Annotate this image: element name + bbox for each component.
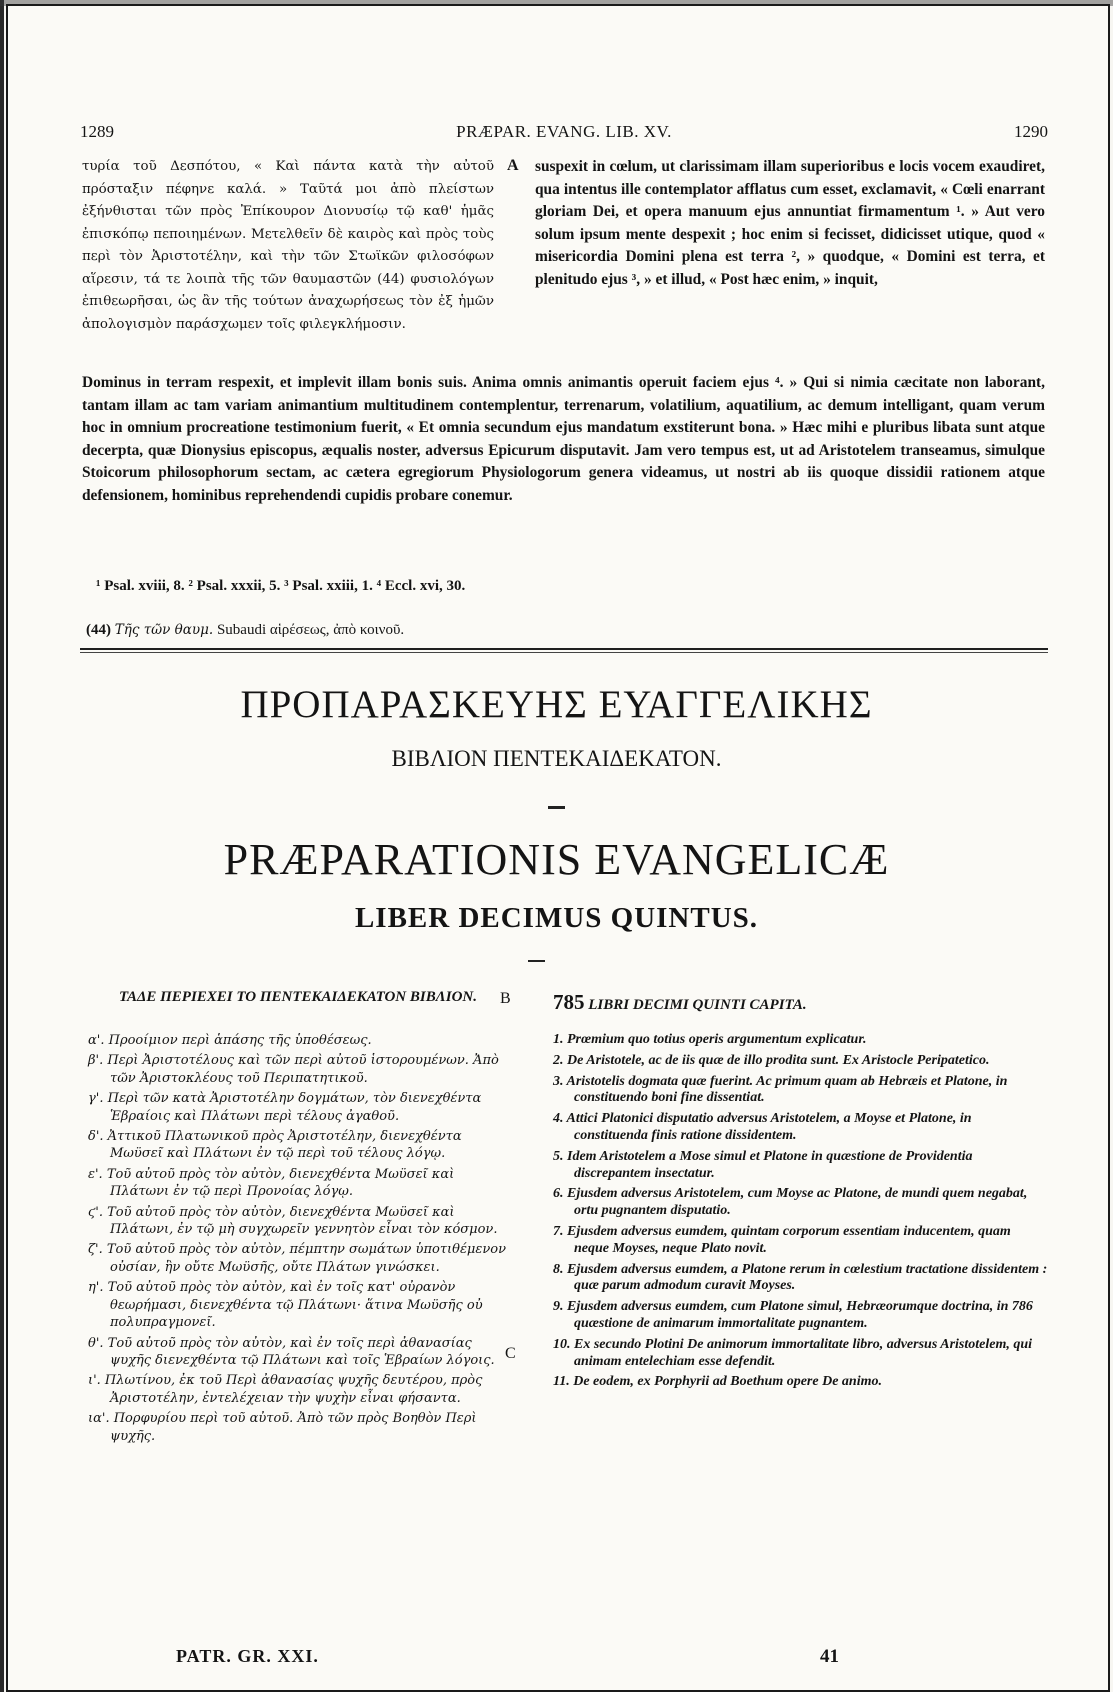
list-item: 10. Ex secundo Plotini De animorum immortalitate libro, adversus Aristotelem, qui animam entelechiam esse defendit.: [553, 1336, 1033, 1369]
greek-book-subtitle: ΒΙΒΛΙΟΝ ΠΕΝΤΕΚΑΙΔΕΚΑΤΟΝ.: [391, 746, 722, 771]
signature-mark: PATR. GR. XXI.: [176, 1646, 319, 1666]
latin-full-width-text: Dominus in terram respexit, et implevit illam bonis suis. Anima omnis animantis operuit faciem ejus ⁴. » Qui si nimia cæcitate non laborant, tantam illam ac tam variam animantium multitudinem contemplentur, terrenarum, volatilium, aquatilium, ac demum intelligant, quam verum hoc in omnium procreatione testimonium fuerit, « Et omnia secundum ejus mandatum exstiterunt bona. » Hæc mihi e pluribus libata sunt atque decerpta, quæ Dionysius episcopus, æqualis noster, adversus Epicurum disputavit. Jam vero tempus est, ut ad Aristotelem transeamus, simulque Stoicorum philosophorum sectam, ac cætera egregiorum Physiologorum genera videamus, ut nostri ab iis quoque dissidii rationem atque defensionem, hominibus reprehendendi cupidis probare conemur.: [82, 374, 1045, 504]
list-item: 8. Ejusdem adversus eumdem, a Platone rerum in cœlestium tractatione dissidentem : quæ parum admodum curavit Moyses.: [553, 1261, 1048, 1294]
list-item: 11. De eodem, ex Porphyrii ad Boethum opere De animo.: [553, 1374, 882, 1390]
margin-marker-b: B: [500, 990, 511, 1007]
list-item: 3. Aristotelis dogmata quæ fuerint. Ac primum quam ab Hebræis et Platone, in constituendo boni fine dissentiat.: [553, 1073, 1008, 1106]
list-item: 6. Ejusdem adversus Aristotelem, cum Moyse ac Platone, de mundi quem negabat, ortu pugnantem disputatio.: [553, 1186, 1028, 1219]
greek-book-title: ΠΡΟΠΑΡΑΣΚΕΥΗΣ ΕΥΑΓΓΕΛΙΚΗΣ: [240, 683, 873, 726]
latin-chapter-list: [553, 1032, 1048, 1395]
section-rule-thin: [80, 652, 1048, 653]
list-item: 4. Attici Platonici disputatio adversus Aristotelem, a Moyse et Platone, in constituenda finis ratione dissidentem.: [553, 1111, 972, 1143]
title-dash-2: [528, 960, 545, 962]
greek-chapters-heading-text: ΤΑΔΕ ΠΕΡΙΕΧΕΙ ΤΟ ΠΕΝΤΕΚΑΙΔΕΚΑΤΟΝ ΒΙΒΛΙΟΝ.: [118, 989, 477, 1005]
list-item: ια'. Πορφυρίου περὶ τοῦ αὐτοῦ. Ἀπὸ τῶν πρὸς Βοηθὸν Περὶ ψυχῆς.: [88, 1411, 477, 1444]
latin-text-column: suspexit in cœlum, ut clarissimam illam superioribus e locis vocem exaudiret, qua intentus ille contemplator afflatus cum esset, exclamavit, « Cœli enarrant gloriam Dei, et opera manuum ejus annuntiat firmamentum ¹. » Aut vero solum ipsum mente despexit ; hoc enim si fecisset, didicisset utique, quod « misericordia Domini plena est terra ², » quodque, « Domini est terra, et plenitudo ejus ³, » et illud, « Post hæc enim, » inquit,: [535, 158, 1045, 288]
latin-book-title: PRÆPARATIONIS EVANGELICÆ: [223, 835, 890, 884]
sheet-number: 41: [820, 1646, 839, 1667]
footnote-number: (44): [86, 622, 111, 638]
margin-marker-a: A: [507, 157, 519, 174]
list-item: θ'. Τοῦ αὐτοῦ πρὸς τὸν αὐτὸν, καὶ ἐν τοῖς περὶ ἀθανασίας ψυχῆς διενεχθέντα τῷ Πλάτωνι καὶ τοῖς Ἑβραίων λόγοις.: [88, 1335, 495, 1368]
list-item: δ'. Ἀττικοῦ Πλατωνικοῦ πρὸς Ἀριστοτέλην, διενεχθέντα Μωϋσεῖ καὶ Πλάτωνι ἐν τῷ περὶ τοῦ τέλους λόγῳ.: [88, 1129, 462, 1162]
list-item: 7. Ejusdem adversus eumdem, quintam corporum essentiam inducentem, quam neque Moyses, neque Plato novit.: [553, 1223, 1011, 1256]
greek-text-column: τυρία τοῦ Δεσπότου, « Καὶ πάντα κατὰ τὴν αὐτοῦ πρόσταξιν πέφηνε καλά. » Ταῦτά μοι ἀπὸ πλείστων ἐξήνθισται τῶν πρὸς Ἐπίκουρον Διονυσίῳ τῷ καθ' ἡμᾶς ἐπισκόπῳ πεποιημένων. Μετελθεῖν δὲ καιρὸς καὶ πρὸς τοὺς περὶ τὸν Ἀριστοτέλην, καὶ τὴν τῶν Στωϊκῶν φιλοσόφων αἵρεσιν, τά τε λοιπὰ τῆς τῶν θαυμαστῶν (44) φυσιολόγων ἐπιθεωρῆσαι, ὡς ἂν τῆς τούτων ἀναχωρήσεως τὸν ἐξ ἡμῶν ἀπολογισμὸν παράσχωμεν τοῖς φιλεγκλήμοσιν.: [82, 159, 494, 332]
page-number-right: 1290: [1014, 122, 1048, 141]
list-item: ε'. Τοῦ αὐτοῦ πρὸς τὸν αὐτὸν, διενεχθέντα Μωϋσεῖ καὶ Πλάτωνι ἐν τῷ περὶ Προνοίας λόγῳ.: [88, 1166, 455, 1200]
margin-marker-c: C: [505, 1345, 516, 1362]
footnote-text: Subaudi αἱρέσεως, ἀπὸ κοινοῦ.: [213, 622, 405, 638]
scripture-references: ¹ Psal. xviii, 8. ² Psal. xxxii, 5. ³ Psal. xxiii, 1. ⁴ Eccl. xvi, 30.: [96, 578, 466, 594]
list-item: ι'. Πλωτίνου, ἐκ τοῦ Περὶ ἀθανασίας ψυχῆς δευτέρου, πρὸς Ἀριστοτέλην, ἐντελέχειαν τὴν ψυχὴν εἶναι φήσαντα.: [88, 1373, 483, 1406]
greek-chapters-heading: [88, 988, 508, 1006]
latin-book-subtitle: LIBER DECIMUS QUINTUS.: [354, 902, 759, 934]
list-item: α'. Προοίμιον περὶ ἁπάσης τῆς ὑποθέσεως.: [88, 1033, 372, 1048]
editor-footnote: [86, 622, 886, 639]
list-item: 5. Idem Aristotelem a Mose simul et Platone in quæstione de Providentia discrepantem insectatur.: [553, 1148, 973, 1181]
column-number: 785: [553, 990, 585, 1014]
list-item: 9. Ejusdem adversus eumdem, cum Platone simul, Hebræorumque doctrina, in 786 quæstione de animarum immortalitate pugnantem.: [553, 1299, 1033, 1331]
latin-chapters-heading-text: LIBRI DECIMI QUINTI CAPITA.: [588, 997, 807, 1013]
running-title: PRÆPAR. EVANG. LIB. XV.: [456, 122, 672, 141]
section-rule: [80, 648, 1048, 650]
list-item: 2. De Aristotele, ac de iis quæ de illo prodita sunt. Ex Aristocle Peripatetico.: [553, 1052, 990, 1068]
list-item: β'. Περὶ Ἀριστοτέλους καὶ τῶν περὶ αὐτοῦ ἱστορουμένων. Ἀπὸ τῶν Ἀριστοκλέους τοῦ Περιπατητικοῦ.: [88, 1053, 499, 1086]
list-item: γ'. Περὶ τῶν κατὰ Ἀριστοτέλην δογμάτων, τὸν διενεχθέντα Ἑβραίοις καὶ Πλάτωνι περὶ τέλους ἀγαθοῦ.: [88, 1091, 482, 1124]
list-item: 1. Prœmium quo totius operis argumentum explicatur.: [553, 1032, 867, 1047]
list-item: ζ'. Τοῦ αὐτοῦ πρὸς τὸν αὐτὸν, πέμπτην σωμάτων ὑποτιθέμενον οὐσίαν, ἣν οὔτε Μωϋσῆς, οὔτε Πλάτων γινώσκει.: [88, 1242, 506, 1275]
page-number-left: 1289: [80, 122, 114, 141]
latin-chapters-heading: [553, 990, 1053, 1015]
footnote-greek: Τῆς τῶν θαυμ.: [114, 622, 214, 638]
list-item: η'. Τοῦ αὐτοῦ πρὸς τὸν αὐτὸν, καὶ ἐν τοῖς κατ' οὐρανὸν θεωρήμασι, διενεχθέντα τῷ Πλάτωνι· ἅτινα Μωϋσῆς οὐ πολυπραγμονεῖ.: [88, 1280, 483, 1331]
list-item: ϛ'. Τοῦ αὐτοῦ πρὸς τὸν αὐτὸν, διενεχθέντα Μωϋσεῖ καὶ Πλάτωνι, ἐν τῷ μὴ συγχωρεῖν γεννητὸν εἶναι τὸν κόσμον.: [88, 1204, 498, 1238]
greek-chapter-list: [88, 1032, 508, 1448]
title-dash: [548, 806, 565, 809]
running-header: [80, 122, 1048, 148]
